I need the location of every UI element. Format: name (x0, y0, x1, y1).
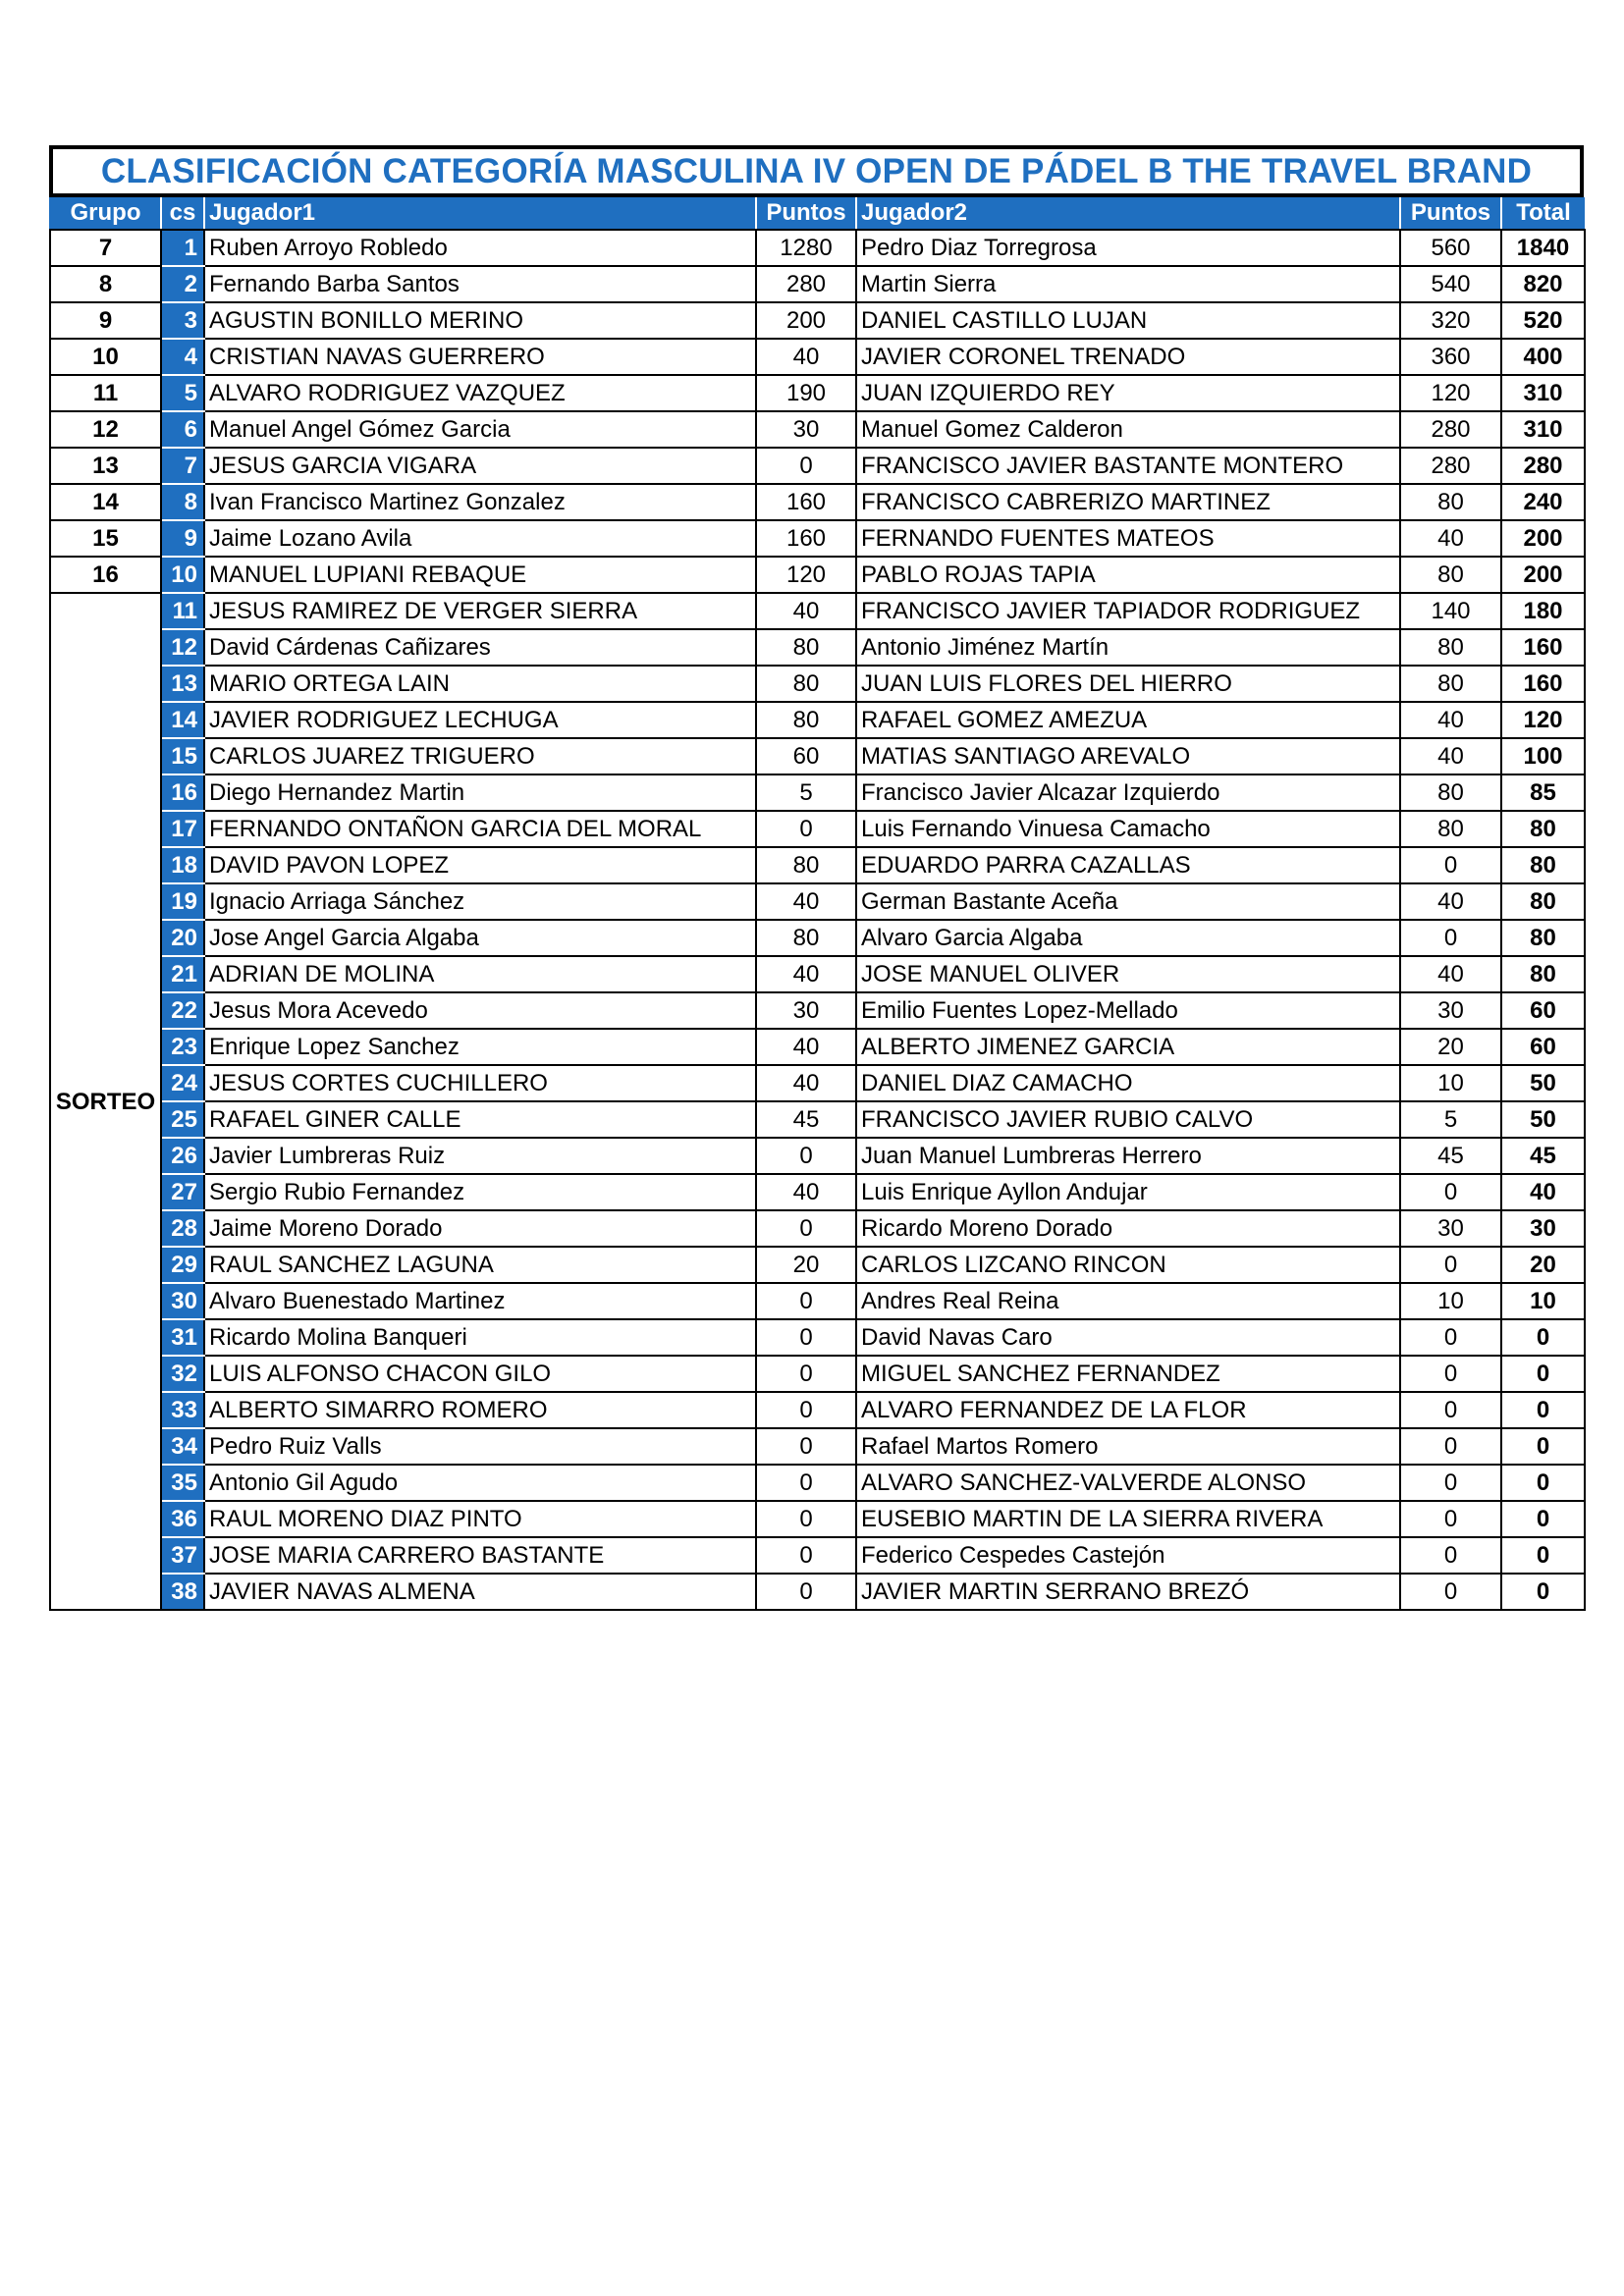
puntos2-cell: 80 (1400, 774, 1501, 811)
table-row (50, 1065, 1585, 1101)
table-row (50, 920, 1585, 956)
table-row (50, 230, 1585, 266)
jugador1-cell: JESUS CORTES CUCHILLERO (204, 1065, 756, 1101)
seed-cell: 33 (161, 1392, 204, 1428)
puntos1-cell: 160 (756, 484, 856, 520)
puntos2-cell: 0 (1400, 1247, 1501, 1283)
jugador1-cell: CRISTIAN NAVAS GUERRERO (204, 339, 756, 375)
jugador1-cell: DAVID PAVON LOPEZ (204, 847, 756, 883)
jugador2-cell: ALBERTO JIMENEZ GARCIA (856, 1029, 1400, 1065)
puntos1-cell: 80 (756, 629, 856, 666)
total-cell: 30 (1501, 1210, 1585, 1247)
jugador1-cell: Ruben Arroyo Robledo (204, 230, 756, 266)
jugador2-cell: EDUARDO PARRA CAZALLAS (856, 847, 1400, 883)
total-cell: 160 (1501, 666, 1585, 702)
puntos1-cell: 0 (756, 1392, 856, 1428)
table-header (50, 197, 1585, 230)
puntos1-cell: 0 (756, 1138, 856, 1174)
table-row (50, 629, 1585, 666)
puntos1-cell: 190 (756, 375, 856, 411)
puntos1-cell: 0 (756, 448, 856, 484)
puntos2-cell: 0 (1400, 1428, 1501, 1465)
table-row (50, 1174, 1585, 1210)
jugador2-cell: ALVARO FERNANDEZ DE LA FLOR (856, 1392, 1400, 1428)
seed-cell: 30 (161, 1283, 204, 1319)
puntos1-cell: 0 (756, 1283, 856, 1319)
table-row (50, 883, 1585, 920)
seed-cell: 28 (161, 1210, 204, 1247)
total-cell: 0 (1501, 1465, 1585, 1501)
puntos2-cell: 80 (1400, 484, 1501, 520)
total-cell: 0 (1501, 1356, 1585, 1392)
seed-cell: 23 (161, 1029, 204, 1065)
jugador2-cell: Manuel Gomez Calderon (856, 411, 1400, 448)
grupo-cell: 14 (50, 484, 161, 520)
puntos2-cell: 140 (1400, 593, 1501, 629)
jugador1-cell: Ricardo Molina Banqueri (204, 1319, 756, 1356)
jugador2-cell: FRANCISCO JAVIER TAPIADOR RODRIGUEZ (856, 593, 1400, 629)
table-row (50, 1356, 1585, 1392)
puntos1-cell: 80 (756, 666, 856, 702)
total-cell: 310 (1501, 375, 1585, 411)
jugador1-cell: MARIO ORTEGA LAIN (204, 666, 756, 702)
seed-cell: 32 (161, 1356, 204, 1392)
seed-cell: 34 (161, 1428, 204, 1465)
total-cell: 240 (1501, 484, 1585, 520)
total-cell: 520 (1501, 302, 1585, 339)
header-total: Total (1501, 197, 1585, 230)
table-row (50, 1283, 1585, 1319)
total-cell: 120 (1501, 702, 1585, 738)
table-body (50, 230, 1585, 1610)
seed-cell: 16 (161, 774, 204, 811)
total-cell: 200 (1501, 557, 1585, 593)
total-cell: 0 (1501, 1319, 1585, 1356)
puntos1-cell: 200 (756, 302, 856, 339)
jugador1-cell: LUIS ALFONSO CHACON GILO (204, 1356, 756, 1392)
total-cell: 80 (1501, 811, 1585, 847)
table-row (50, 266, 1585, 302)
puntos2-cell: 80 (1400, 557, 1501, 593)
puntos1-cell: 30 (756, 411, 856, 448)
total-cell: 45 (1501, 1138, 1585, 1174)
puntos2-cell: 0 (1400, 1574, 1501, 1610)
jugador1-cell: JESUS GARCIA VIGARA (204, 448, 756, 484)
total-cell: 80 (1501, 883, 1585, 920)
puntos2-cell: 20 (1400, 1029, 1501, 1065)
jugador1-cell: Antonio Gil Agudo (204, 1465, 756, 1501)
puntos1-cell: 0 (756, 1356, 856, 1392)
seed-cell: 9 (161, 520, 204, 557)
table-row (50, 1465, 1585, 1501)
jugador2-cell: Francisco Javier Alcazar Izquierdo (856, 774, 1400, 811)
jugador2-cell: ALVARO SANCHEZ-VALVERDE ALONSO (856, 1465, 1400, 1501)
total-cell: 80 (1501, 956, 1585, 992)
seed-cell: 17 (161, 811, 204, 847)
header-jugador1: Jugador1 (204, 197, 756, 230)
grupo-cell: 15 (50, 520, 161, 557)
total-cell: 60 (1501, 1029, 1585, 1065)
jugador2-cell: FRANCISCO JAVIER RUBIO CALVO (856, 1101, 1400, 1138)
jugador2-cell: MATIAS SANTIAGO AREVALO (856, 738, 1400, 774)
puntos2-cell: 80 (1400, 629, 1501, 666)
puntos2-cell: 0 (1400, 847, 1501, 883)
puntos1-cell: 40 (756, 593, 856, 629)
total-cell: 160 (1501, 629, 1585, 666)
table-row (50, 448, 1585, 484)
jugador2-cell: Rafael Martos Romero (856, 1428, 1400, 1465)
puntos1-cell: 0 (756, 1465, 856, 1501)
table-row (50, 1428, 1585, 1465)
puntos1-cell: 80 (756, 847, 856, 883)
puntos2-cell: 80 (1400, 666, 1501, 702)
puntos2-cell: 80 (1400, 811, 1501, 847)
table-row (50, 520, 1585, 557)
puntos1-cell: 0 (756, 1501, 856, 1537)
puntos1-cell: 1280 (756, 230, 856, 266)
jugador2-cell: David Navas Caro (856, 1319, 1400, 1356)
jugador1-cell: Ivan Francisco Martinez Gonzalez (204, 484, 756, 520)
seed-cell: 37 (161, 1537, 204, 1574)
total-cell: 0 (1501, 1428, 1585, 1465)
puntos1-cell: 30 (756, 992, 856, 1029)
total-cell: 60 (1501, 992, 1585, 1029)
seed-cell: 2 (161, 266, 204, 302)
jugador1-cell: JAVIER RODRIGUEZ LECHUGA (204, 702, 756, 738)
puntos1-cell: 0 (756, 811, 856, 847)
jugador2-cell: Martin Sierra (856, 266, 1400, 302)
puntos1-cell: 40 (756, 1174, 856, 1210)
seed-cell: 7 (161, 448, 204, 484)
total-cell: 1840 (1501, 230, 1585, 266)
puntos1-cell: 40 (756, 883, 856, 920)
classification-sheet (49, 145, 1584, 1611)
jugador1-cell: Pedro Ruiz Valls (204, 1428, 756, 1465)
table-row (50, 738, 1585, 774)
jugador2-cell: Alvaro Garcia Algaba (856, 920, 1400, 956)
seed-cell: 18 (161, 847, 204, 883)
puntos2-cell: 5 (1400, 1101, 1501, 1138)
jugador1-cell: MANUEL LUPIANI REBAQUE (204, 557, 756, 593)
jugador2-cell: DANIEL CASTILLO LUJAN (856, 302, 1400, 339)
grupo-cell: 8 (50, 266, 161, 302)
table-row (50, 1574, 1585, 1610)
total-cell: 0 (1501, 1501, 1585, 1537)
puntos1-cell: 120 (756, 557, 856, 593)
jugador1-cell: ALBERTO SIMARRO ROMERO (204, 1392, 756, 1428)
sheet-title: CLASIFICACIÓN CATEGORÍA MASCULINA IV OPEN DE PÁDEL B THE TRAVEL BRAND (49, 145, 1584, 197)
seed-cell: 6 (161, 411, 204, 448)
seed-cell: 14 (161, 702, 204, 738)
seed-cell: 25 (161, 1101, 204, 1138)
jugador1-cell: Fernando Barba Santos (204, 266, 756, 302)
jugador1-cell: ADRIAN DE MOLINA (204, 956, 756, 992)
jugador2-cell: FRANCISCO CABRERIZO MARTINEZ (856, 484, 1400, 520)
total-cell: 310 (1501, 411, 1585, 448)
jugador2-cell: Antonio Jiménez Martín (856, 629, 1400, 666)
jugador1-cell: Diego Hernandez Martin (204, 774, 756, 811)
seed-cell: 15 (161, 738, 204, 774)
sorteo-cell: SORTEO (50, 593, 161, 1610)
total-cell: 50 (1501, 1065, 1585, 1101)
seed-cell: 10 (161, 557, 204, 593)
puntos2-cell: 10 (1400, 1065, 1501, 1101)
total-cell: 0 (1501, 1537, 1585, 1574)
jugador2-cell: Emilio Fuentes Lopez-Mellado (856, 992, 1400, 1029)
table-row (50, 956, 1585, 992)
header-grupo: Grupo (50, 197, 161, 230)
jugador1-cell: Ignacio Arriaga Sánchez (204, 883, 756, 920)
puntos1-cell: 40 (756, 339, 856, 375)
seed-cell: 29 (161, 1247, 204, 1283)
header-cs: cs (161, 197, 204, 230)
table-row (50, 811, 1585, 847)
jugador1-cell: Javier Lumbreras Ruiz (204, 1138, 756, 1174)
puntos1-cell: 0 (756, 1537, 856, 1574)
total-cell: 10 (1501, 1283, 1585, 1319)
seed-cell: 35 (161, 1465, 204, 1501)
total-cell: 20 (1501, 1247, 1585, 1283)
puntos1-cell: 45 (756, 1101, 856, 1138)
puntos2-cell: 0 (1400, 1356, 1501, 1392)
puntos2-cell: 40 (1400, 883, 1501, 920)
seed-cell: 31 (161, 1319, 204, 1356)
jugador2-cell: JAVIER CORONEL TRENADO (856, 339, 1400, 375)
jugador1-cell: Jesus Mora Acevedo (204, 992, 756, 1029)
table-row (50, 1101, 1585, 1138)
jugador2-cell: Ricardo Moreno Dorado (856, 1210, 1400, 1247)
table-row (50, 1537, 1585, 1574)
seed-cell: 22 (161, 992, 204, 1029)
jugador2-cell: Luis Fernando Vinuesa Camacho (856, 811, 1400, 847)
total-cell: 85 (1501, 774, 1585, 811)
seed-cell: 21 (161, 956, 204, 992)
table-row (50, 1210, 1585, 1247)
jugador2-cell: Federico Cespedes Castejón (856, 1537, 1400, 1574)
jugador2-cell: DANIEL DIAZ CAMACHO (856, 1065, 1400, 1101)
puntos1-cell: 20 (756, 1247, 856, 1283)
seed-cell: 4 (161, 339, 204, 375)
total-cell: 400 (1501, 339, 1585, 375)
jugador1-cell: Enrique Lopez Sanchez (204, 1029, 756, 1065)
puntos2-cell: 120 (1400, 375, 1501, 411)
total-cell: 280 (1501, 448, 1585, 484)
jugador1-cell: CARLOS JUAREZ TRIGUERO (204, 738, 756, 774)
jugador2-cell: CARLOS LIZCANO RINCON (856, 1247, 1400, 1283)
puntos2-cell: 0 (1400, 1392, 1501, 1428)
table-row (50, 557, 1585, 593)
jugador2-cell: Juan Manuel Lumbreras Herrero (856, 1138, 1400, 1174)
jugador2-cell: MIGUEL SANCHEZ FERNANDEZ (856, 1356, 1400, 1392)
grupo-cell: 9 (50, 302, 161, 339)
table-row (50, 1247, 1585, 1283)
jugador2-cell: JUAN LUIS FLORES DEL HIERRO (856, 666, 1400, 702)
puntos1-cell: 280 (756, 266, 856, 302)
total-cell: 200 (1501, 520, 1585, 557)
seed-cell: 19 (161, 883, 204, 920)
puntos2-cell: 280 (1400, 411, 1501, 448)
jugador1-cell: David Cárdenas Cañizares (204, 629, 756, 666)
table-row (50, 666, 1585, 702)
seed-cell: 5 (161, 375, 204, 411)
puntos2-cell: 320 (1400, 302, 1501, 339)
jugador1-cell: RAFAEL GINER CALLE (204, 1101, 756, 1138)
table-row (50, 702, 1585, 738)
puntos2-cell: 40 (1400, 956, 1501, 992)
puntos1-cell: 40 (756, 1029, 856, 1065)
jugador1-cell: RAUL SANCHEZ LAGUNA (204, 1247, 756, 1283)
puntos2-cell: 0 (1400, 1319, 1501, 1356)
table-row (50, 1392, 1585, 1428)
jugador2-cell: Andres Real Reina (856, 1283, 1400, 1319)
puntos2-cell: 10 (1400, 1283, 1501, 1319)
jugador1-cell: JAVIER NAVAS ALMENA (204, 1574, 756, 1610)
seed-cell: 12 (161, 629, 204, 666)
jugador2-cell: RAFAEL GOMEZ AMEZUA (856, 702, 1400, 738)
table-row (50, 992, 1585, 1029)
puntos1-cell: 0 (756, 1428, 856, 1465)
seed-cell: 3 (161, 302, 204, 339)
jugador2-cell: Pedro Diaz Torregrosa (856, 230, 1400, 266)
jugador1-cell: Jaime Moreno Dorado (204, 1210, 756, 1247)
jugador1-cell: Alvaro Buenestado Martinez (204, 1283, 756, 1319)
header-puntos1: Puntos (756, 197, 856, 230)
puntos2-cell: 0 (1400, 1501, 1501, 1537)
jugador1-cell: AGUSTIN BONILLO MERINO (204, 302, 756, 339)
puntos2-cell: 40 (1400, 738, 1501, 774)
puntos2-cell: 40 (1400, 520, 1501, 557)
seed-cell: 20 (161, 920, 204, 956)
puntos1-cell: 80 (756, 920, 856, 956)
total-cell: 80 (1501, 920, 1585, 956)
puntos2-cell: 0 (1400, 920, 1501, 956)
table-row (50, 1029, 1585, 1065)
seed-cell: 27 (161, 1174, 204, 1210)
table-row (50, 302, 1585, 339)
puntos1-cell: 40 (756, 956, 856, 992)
jugador1-cell: Manuel Angel Gómez Garcia (204, 411, 756, 448)
total-cell: 40 (1501, 1174, 1585, 1210)
table-row (50, 375, 1585, 411)
puntos2-cell: 560 (1400, 230, 1501, 266)
table-row (50, 847, 1585, 883)
jugador1-cell: FERNANDO ONTAÑON GARCIA DEL MORAL (204, 811, 756, 847)
puntos1-cell: 0 (756, 1574, 856, 1610)
puntos1-cell: 5 (756, 774, 856, 811)
jugador2-cell: JOSE MANUEL OLIVER (856, 956, 1400, 992)
total-cell: 0 (1501, 1392, 1585, 1428)
grupo-cell: 16 (50, 557, 161, 593)
jugador2-cell: Luis Enrique Ayllon Andujar (856, 1174, 1400, 1210)
grupo-cell: 13 (50, 448, 161, 484)
total-cell: 180 (1501, 593, 1585, 629)
jugador2-cell: JAVIER MARTIN SERRANO BREZÓ (856, 1574, 1400, 1610)
header-puntos2: Puntos (1400, 197, 1501, 230)
puntos2-cell: 0 (1400, 1465, 1501, 1501)
jugador2-cell: FRANCISCO JAVIER BASTANTE MONTERO (856, 448, 1400, 484)
total-cell: 100 (1501, 738, 1585, 774)
jugador2-cell: PABLO ROJAS TAPIA (856, 557, 1400, 593)
seed-cell: 36 (161, 1501, 204, 1537)
total-cell: 820 (1501, 266, 1585, 302)
total-cell: 0 (1501, 1574, 1585, 1610)
jugador1-cell: JESUS RAMIREZ DE VERGER SIERRA (204, 593, 756, 629)
classification-table (49, 197, 1586, 1611)
table-row (50, 1501, 1585, 1537)
grupo-cell: 10 (50, 339, 161, 375)
puntos2-cell: 540 (1400, 266, 1501, 302)
header-row (50, 197, 1585, 230)
puntos2-cell: 45 (1400, 1138, 1501, 1174)
jugador1-cell: RAUL MORENO DIAZ PINTO (204, 1501, 756, 1537)
puntos1-cell: 0 (756, 1319, 856, 1356)
table-row (50, 1319, 1585, 1356)
header-jugador2: Jugador2 (856, 197, 1400, 230)
table-row (50, 484, 1585, 520)
seed-cell: 24 (161, 1065, 204, 1101)
total-cell: 80 (1501, 847, 1585, 883)
jugador1-cell: ALVARO RODRIGUEZ VAZQUEZ (204, 375, 756, 411)
seed-cell: 26 (161, 1138, 204, 1174)
jugador1-cell: Jaime Lozano Avila (204, 520, 756, 557)
puntos2-cell: 30 (1400, 1210, 1501, 1247)
puntos1-cell: 80 (756, 702, 856, 738)
table-row (50, 593, 1585, 629)
table-row (50, 411, 1585, 448)
seed-cell: 1 (161, 230, 204, 266)
puntos2-cell: 30 (1400, 992, 1501, 1029)
jugador2-cell: EUSEBIO MARTIN DE LA SIERRA RIVERA (856, 1501, 1400, 1537)
table-row (50, 774, 1585, 811)
total-cell: 50 (1501, 1101, 1585, 1138)
seed-cell: 8 (161, 484, 204, 520)
jugador2-cell: FERNANDO FUENTES MATEOS (856, 520, 1400, 557)
puntos2-cell: 360 (1400, 339, 1501, 375)
seed-cell: 13 (161, 666, 204, 702)
jugador1-cell: JOSE MARIA CARRERO BASTANTE (204, 1537, 756, 1574)
puntos1-cell: 40 (756, 1065, 856, 1101)
grupo-cell: 11 (50, 375, 161, 411)
seed-cell: 38 (161, 1574, 204, 1610)
grupo-cell: 7 (50, 230, 161, 266)
puntos1-cell: 60 (756, 738, 856, 774)
puntos2-cell: 40 (1400, 702, 1501, 738)
jugador1-cell: Sergio Rubio Fernandez (204, 1174, 756, 1210)
puntos2-cell: 0 (1400, 1537, 1501, 1574)
table-row (50, 339, 1585, 375)
jugador2-cell: JUAN IZQUIERDO REY (856, 375, 1400, 411)
jugador1-cell: Jose Angel Garcia Algaba (204, 920, 756, 956)
seed-cell: 11 (161, 593, 204, 629)
puntos1-cell: 0 (756, 1210, 856, 1247)
puntos2-cell: 0 (1400, 1174, 1501, 1210)
jugador2-cell: German Bastante Aceña (856, 883, 1400, 920)
table-row (50, 1138, 1585, 1174)
grupo-cell: 12 (50, 411, 161, 448)
puntos2-cell: 280 (1400, 448, 1501, 484)
puntos1-cell: 160 (756, 520, 856, 557)
